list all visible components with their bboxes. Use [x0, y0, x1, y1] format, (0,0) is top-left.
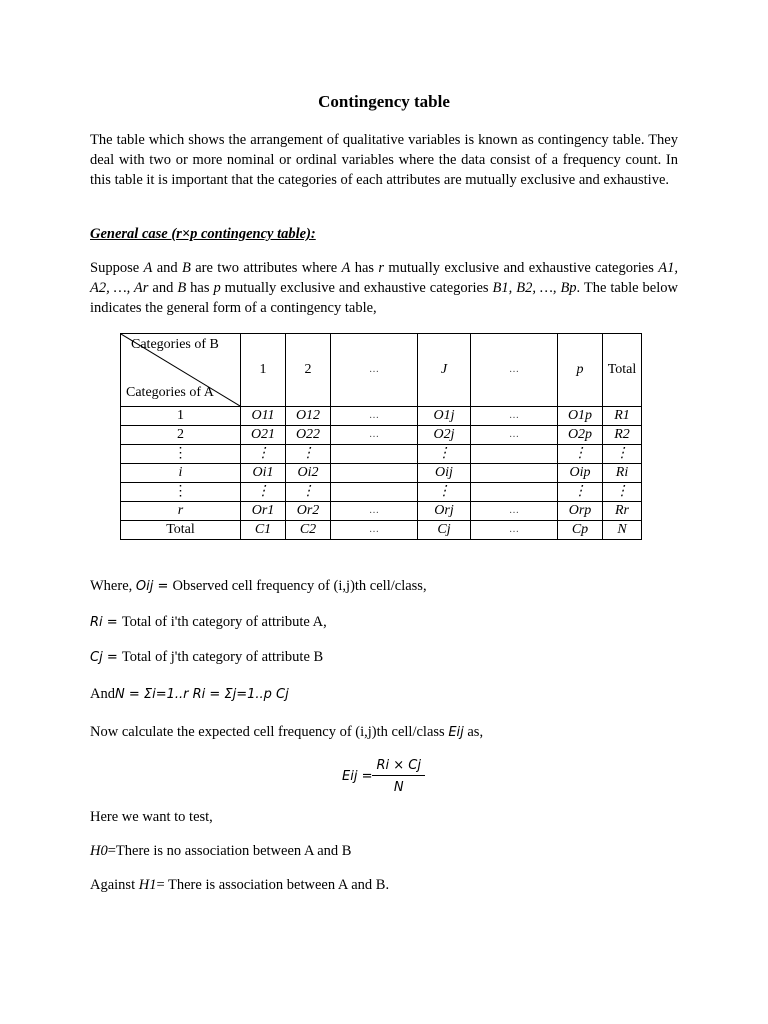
suppose-text: Suppose — [90, 260, 144, 276]
row-label-cell: r — [121, 502, 241, 521]
table-cell: … — [471, 502, 558, 521]
table-cell: ⋮ — [241, 445, 286, 464]
corner-cell — [121, 334, 241, 407]
ri-symbol: Ri = — [90, 615, 122, 630]
symbol: A — [341, 260, 351, 276]
table-row — [121, 407, 642, 426]
table-cell: O1j — [418, 407, 471, 426]
suppose-text: are two attributes where — [190, 260, 342, 276]
h1-prefix: Against — [90, 877, 139, 893]
corner-label-a: Categories of A — [126, 385, 214, 400]
column-header: … — [331, 334, 418, 407]
column-header: 1 — [241, 334, 286, 407]
row-label-cell: Total — [121, 521, 241, 540]
table-cell: C2 — [286, 521, 331, 540]
where-prefix: Where, — [90, 578, 136, 594]
h1-label: H1 — [138, 877, 157, 893]
table-cell — [331, 445, 418, 464]
row-label-cell: 2 — [121, 426, 241, 445]
h0-line — [90, 843, 351, 860]
table-cell: … — [331, 502, 418, 521]
column-header-label: p — [576, 362, 584, 377]
table-cell — [331, 464, 418, 483]
cj-symbol: Cj = — [90, 650, 122, 665]
table-cell: O12 — [286, 407, 331, 426]
suppose-text: and — [148, 280, 178, 296]
table-cell: O21 — [241, 426, 286, 445]
table-cell: ⋮ — [558, 483, 603, 502]
column-header: Total — [603, 334, 642, 407]
symbol: A — [143, 260, 153, 276]
where-text: Observed cell frequency of (i,j)th cell/class, — [172, 578, 427, 594]
table-header-row — [121, 334, 642, 407]
table-cell: Rr — [603, 502, 642, 521]
oij-symbol: Oij = — [135, 579, 173, 594]
symbol: B — [177, 280, 187, 296]
row-label-cell: ⋮ — [121, 483, 241, 502]
table-cell: Or2 — [286, 502, 331, 521]
suppose-text: . The table below indicates the general form of a contingency table, — [90, 280, 678, 316]
table-cell: ⋮ — [603, 483, 642, 502]
test-intro: Here we want to test, — [90, 809, 213, 825]
h1-line — [90, 877, 389, 894]
table-cell: ⋮ — [558, 445, 603, 464]
n-formula: N = Σi=1..r Ri = Σj=1..p Cj — [114, 687, 289, 702]
table-cell: … — [471, 407, 558, 426]
contingency-table — [120, 333, 642, 540]
corner-label-b: Categories of B — [131, 337, 219, 352]
column-header — [558, 334, 603, 407]
table-cell: Oij — [418, 464, 471, 483]
symbol: p — [213, 280, 221, 296]
suppose-text: has — [350, 260, 379, 276]
suppose-text: has — [186, 280, 214, 296]
suppose-text: mutually exclusive and exhaustive categories — [384, 260, 659, 276]
suppose-text: mutually exclusive and exhaustive categories — [220, 280, 493, 296]
table-cell: O2j — [418, 426, 471, 445]
table-cell: … — [471, 426, 558, 445]
table-row — [121, 483, 642, 502]
formula-denominator: N — [393, 780, 404, 795]
table-cell: O2p — [558, 426, 603, 445]
and-text: And — [90, 686, 115, 702]
table-cell: ⋮ — [241, 483, 286, 502]
h0-text: =There is no association between A and B — [107, 843, 352, 859]
intro-paragraph: The table which shows the arrangement of qualitative variables is known as contingency table. They deal with two or more nominal or ordinal variables where the data consist of a frequency count. In this table it is important that the categories of each attributes are mutually exclusive and exhaustive. — [90, 132, 678, 188]
table-cell: ⋮ — [418, 445, 471, 464]
table-row — [121, 426, 642, 445]
table-cell — [471, 464, 558, 483]
table-cell: Oi1 — [241, 464, 286, 483]
expected-text: Now calculate the expected cell frequency of (i,j)th cell/class — [90, 724, 449, 740]
h1-text: = There is association between A and B. — [156, 877, 390, 893]
row-label-cell: ⋮ — [121, 445, 241, 464]
table-cell: Oip — [558, 464, 603, 483]
table-row — [121, 502, 642, 521]
suppose-text: and — [152, 260, 183, 276]
table-cell: C1 — [241, 521, 286, 540]
table-cell: Cj — [418, 521, 471, 540]
section-heading: General case (r×p contingency table): — [90, 226, 316, 242]
table-cell: O11 — [241, 407, 286, 426]
row-label-cell: 1 — [121, 407, 241, 426]
table-cell: ⋮ — [603, 445, 642, 464]
table-cell: R1 — [603, 407, 642, 426]
expected-formula — [342, 758, 425, 795]
column-header — [418, 334, 471, 407]
cj-text: Total of j'th category of attribute B — [121, 649, 324, 665]
table-cell: ⋮ — [286, 445, 331, 464]
table-cell: O1p — [558, 407, 603, 426]
table-cell: … — [331, 426, 418, 445]
category-list-a: A1, A2, …, Ar — [90, 260, 678, 296]
page-title: Contingency table — [318, 92, 450, 111]
table-cell: Ri — [603, 464, 642, 483]
table-cell: ⋮ — [418, 483, 471, 502]
column-header: 2 — [286, 334, 331, 407]
table-cell — [471, 445, 558, 464]
table-cell — [471, 483, 558, 502]
table-cell: N — [603, 521, 642, 540]
table-cell: … — [471, 521, 558, 540]
table-row — [121, 464, 642, 483]
expected-line — [90, 724, 483, 741]
where-line — [90, 578, 427, 595]
expected-as: as, — [463, 724, 484, 740]
table-cell: Oi2 — [286, 464, 331, 483]
table-cell: ⋮ — [286, 483, 331, 502]
table-cell: Orj — [418, 502, 471, 521]
fraction — [372, 758, 425, 795]
ri-text: Total of i'th category of attribute A, — [121, 614, 327, 630]
suppose-paragraph — [90, 258, 678, 318]
row-label-cell: i — [121, 464, 241, 483]
h0-label: H0 — [90, 843, 108, 859]
table-cell: O22 — [286, 426, 331, 445]
symbol: B — [182, 260, 191, 276]
column-header-label: J — [440, 362, 448, 377]
table-cell — [331, 483, 418, 502]
table-cell: Cp — [558, 521, 603, 540]
eij-symbol: Eij — [448, 725, 464, 740]
table-cell: Orp — [558, 502, 603, 521]
formula-lhs: Eij = — [342, 769, 373, 784]
symbol: r — [378, 260, 385, 276]
table-cell: … — [331, 521, 418, 540]
category-list-b: B1, B2, …, Bp — [492, 280, 577, 296]
cj-line — [90, 649, 323, 666]
table-row — [121, 445, 642, 464]
n-line — [90, 686, 289, 703]
ri-line — [90, 614, 327, 631]
table-row — [121, 521, 642, 540]
table-cell: Or1 — [241, 502, 286, 521]
table-cell: R2 — [603, 426, 642, 445]
table-cell: … — [331, 407, 418, 426]
formula-numerator: Ri × Cj — [372, 758, 425, 776]
column-header: … — [471, 334, 558, 407]
